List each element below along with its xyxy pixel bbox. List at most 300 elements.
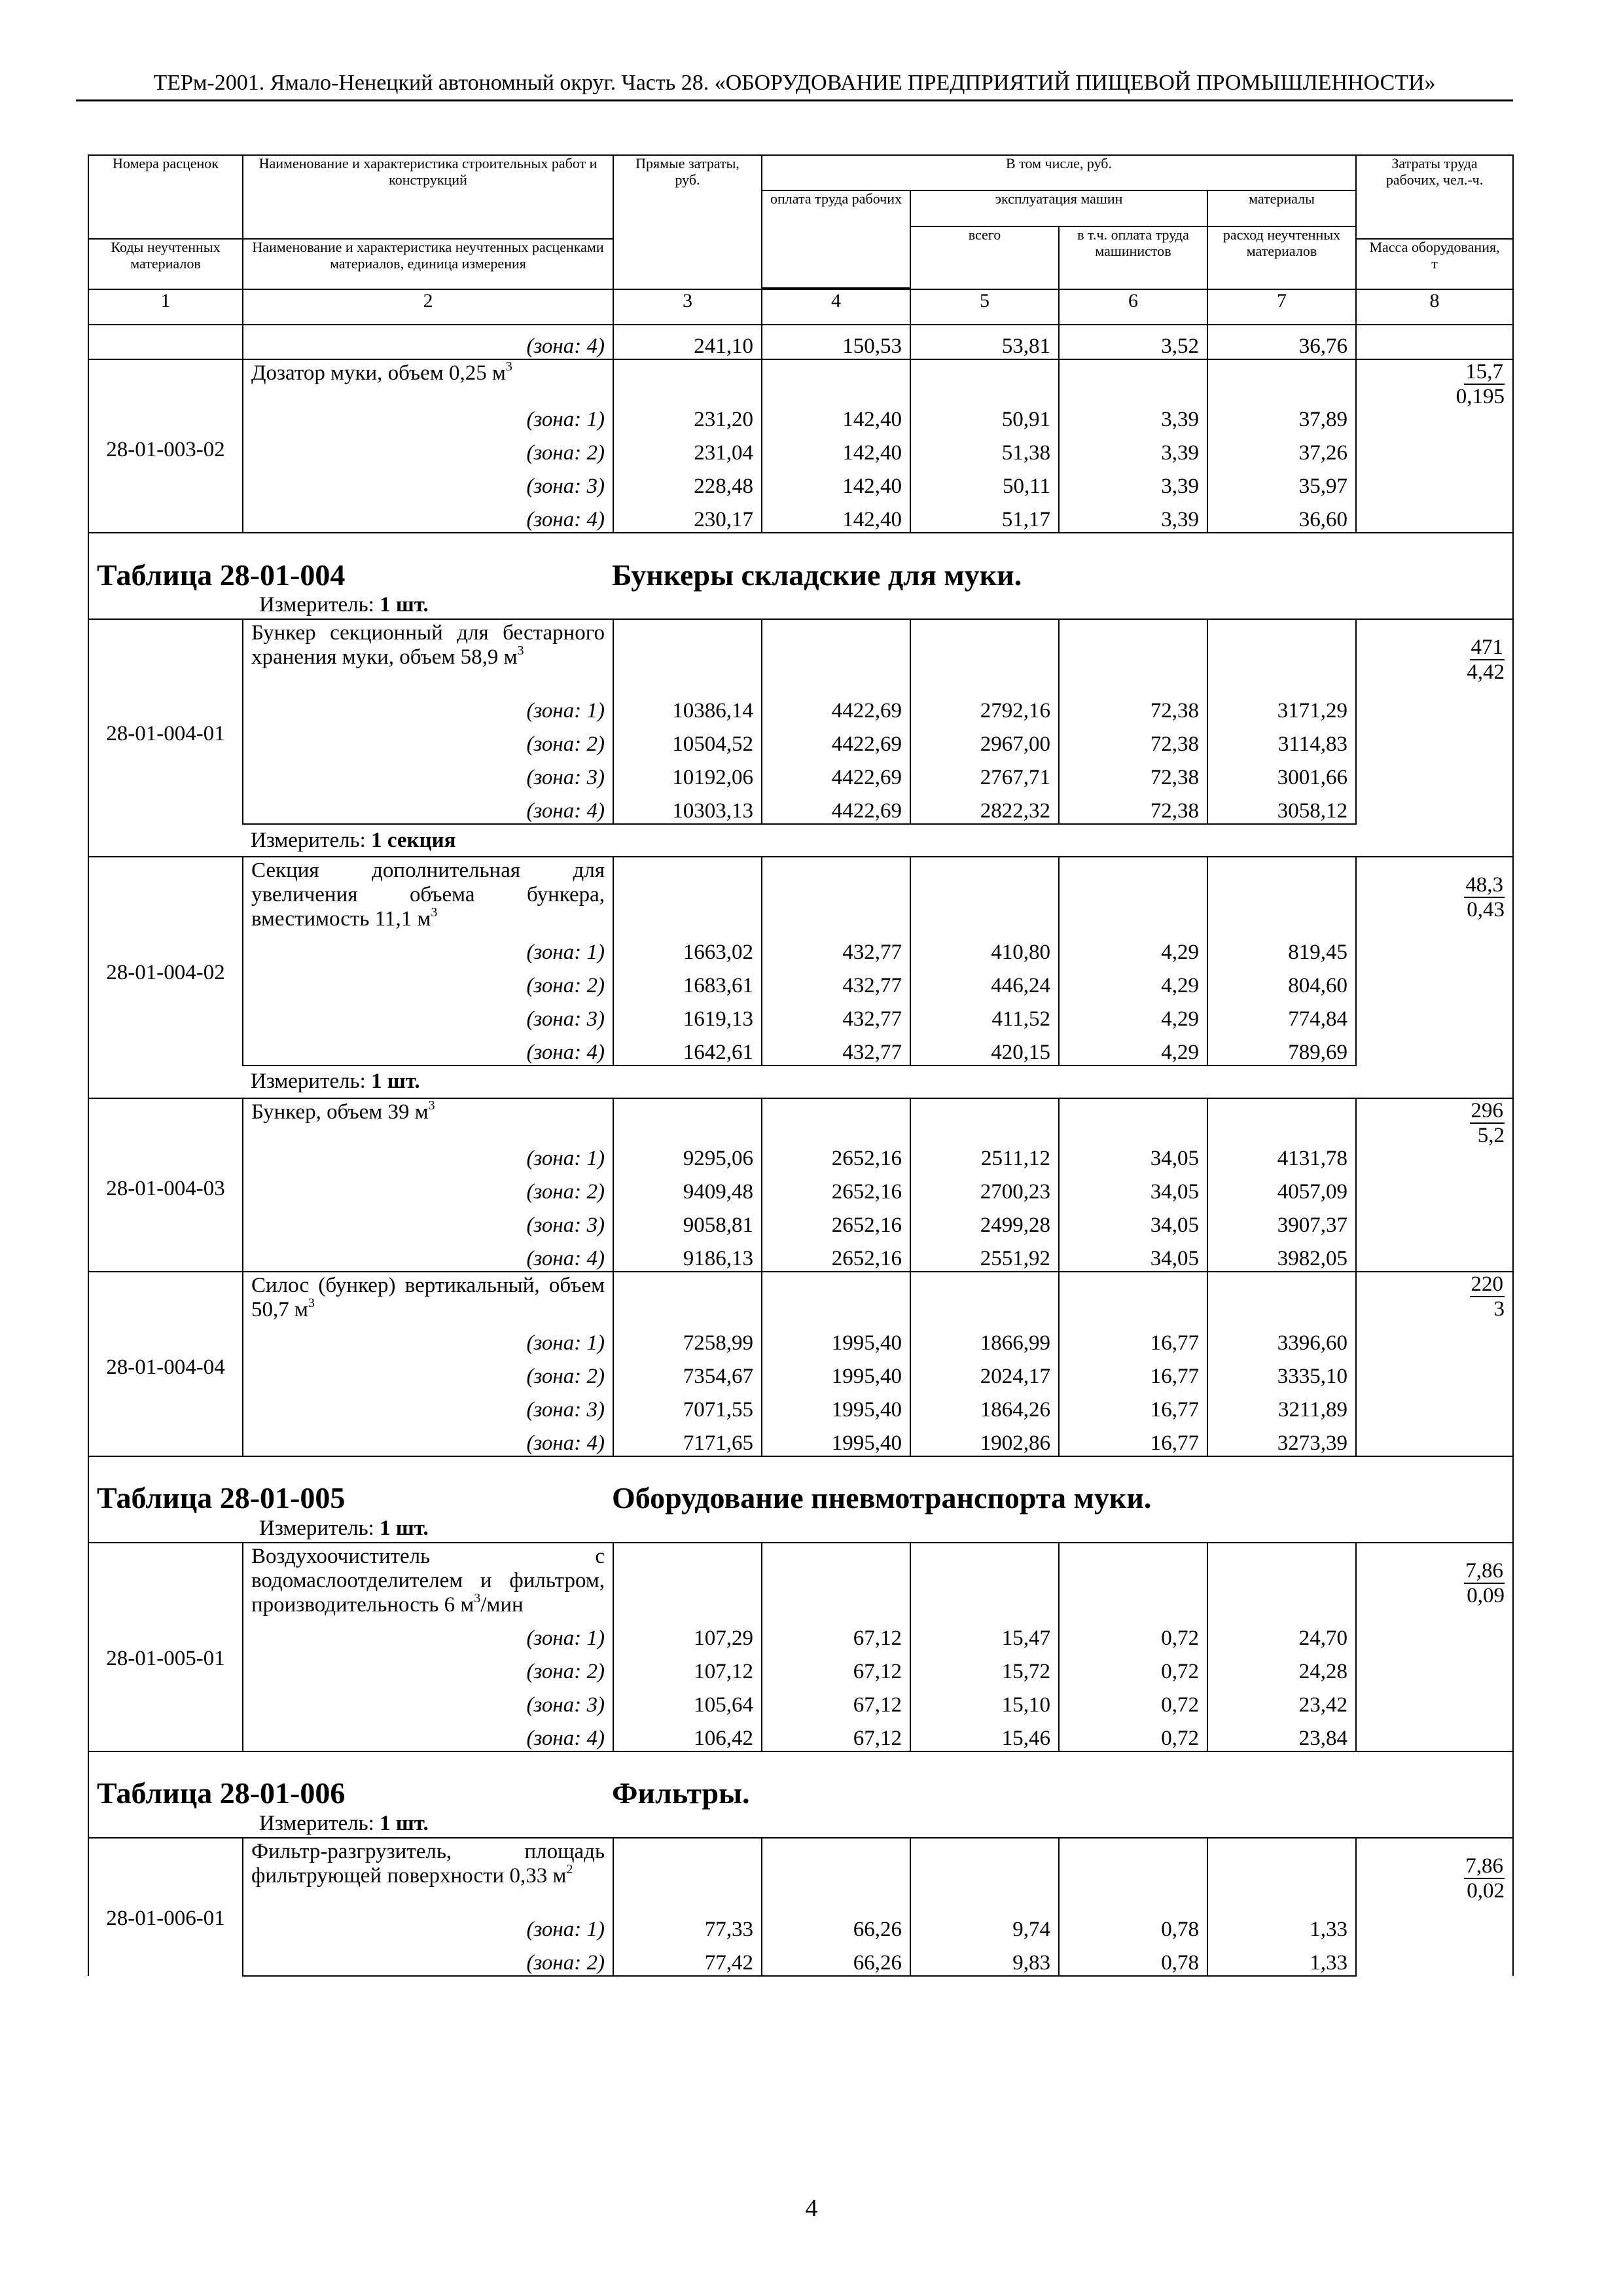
zone-label: (зона: 2) bbox=[243, 1171, 613, 1204]
labor-cost: 296 bbox=[1470, 1099, 1505, 1124]
rate-name bbox=[243, 359, 613, 399]
value-cell: 9058,81 bbox=[613, 1204, 762, 1238]
value-cell: 0,78 bbox=[1059, 1942, 1207, 1976]
empty-cell bbox=[910, 359, 1059, 399]
equipment-mass: 0,09 bbox=[1467, 1584, 1505, 1608]
rate-name-text: Воздухоочиститель с водомаслоотделителем и фильтром, производительность 6 м bbox=[251, 1544, 605, 1617]
zone-label: (зона: 3) bbox=[243, 1684, 613, 1717]
value-cell: 142,40 bbox=[762, 399, 910, 432]
rate-item bbox=[88, 1272, 1513, 1322]
value-cell: 3114,83 bbox=[1207, 723, 1356, 757]
rate-item bbox=[88, 1098, 1513, 1138]
measure-value: 1 шт. bbox=[380, 1811, 429, 1835]
value-cell: 1683,61 bbox=[613, 965, 762, 998]
labor-mass bbox=[1356, 1838, 1513, 1976]
measure-line bbox=[259, 1812, 1505, 1836]
rate-item bbox=[88, 857, 1513, 931]
value-cell: 7171,65 bbox=[613, 1422, 762, 1456]
rate-name bbox=[243, 1838, 613, 1909]
value-cell: 3,39 bbox=[1059, 432, 1207, 465]
zone-label: (зона: 2) bbox=[243, 432, 613, 465]
value-cell: 35,97 bbox=[1207, 465, 1356, 499]
zone-row bbox=[88, 1322, 1513, 1355]
rate-code: 28-01-004-01 bbox=[88, 619, 243, 824]
empty-cell bbox=[1059, 857, 1207, 931]
empty-cell bbox=[910, 1838, 1059, 1909]
measure-row bbox=[88, 1066, 1513, 1098]
rate-name-text: Секция дополнительная для увеличения объема бункера, вместимость 11,1 м bbox=[251, 859, 605, 931]
zone-label: (зона: 1) bbox=[243, 1909, 613, 1942]
value-cell: 66,26 bbox=[762, 1909, 910, 1942]
zone-label: (зона: 2) bbox=[243, 1355, 613, 1389]
value-cell: 10386,14 bbox=[613, 690, 762, 723]
value-cell: 432,77 bbox=[762, 998, 910, 1031]
labor-mass bbox=[1356, 1272, 1513, 1456]
value-cell: 51,38 bbox=[910, 432, 1059, 465]
measure-line bbox=[259, 1516, 1505, 1541]
value-cell: 4131,78 bbox=[1207, 1138, 1356, 1171]
value-cell: 3,39 bbox=[1059, 465, 1207, 499]
empty-cell bbox=[762, 1543, 910, 1617]
empty-cell bbox=[1059, 1838, 1207, 1909]
value-cell: 67,12 bbox=[762, 1651, 910, 1684]
value-cell: 819,45 bbox=[1207, 931, 1356, 965]
equipment-mass: 3 bbox=[1493, 1297, 1505, 1321]
zone-label: (зона: 4) bbox=[243, 1422, 613, 1456]
col-num-4: 4 bbox=[762, 289, 910, 325]
rate-item bbox=[88, 359, 1513, 399]
zone-row bbox=[88, 465, 1513, 499]
value-cell: 3058,12 bbox=[1207, 790, 1356, 824]
rate-name-suffix: /мин bbox=[480, 1592, 524, 1617]
zone-label: (зона: 1) bbox=[243, 399, 613, 432]
table-section-title bbox=[88, 1751, 1513, 1838]
empty-cell bbox=[613, 359, 762, 399]
value-cell: 77,42 bbox=[613, 1942, 762, 1976]
value-cell: 2792,16 bbox=[910, 690, 1059, 723]
page-header: ТЕРм-2001. Ямало-Ненецкий автономный округ. Часть 28. «ОБОРУДОВАНИЕ ПРЕДПРИЯТИЙ ПИЩЕВОЙ ПРОМЫШЛЕННОСТИ» bbox=[76, 71, 1513, 101]
value-cell: 432,77 bbox=[762, 965, 910, 998]
rate-item bbox=[88, 1543, 1513, 1617]
col2-header: Наименование и характеристика строительных работ и конструкций bbox=[243, 155, 613, 239]
equipment-mass: 5,2 bbox=[1477, 1124, 1505, 1148]
value-cell: 4,29 bbox=[1059, 998, 1207, 1031]
rate-name bbox=[243, 1543, 613, 1617]
value-cell: 804,60 bbox=[1207, 965, 1356, 998]
zone-row bbox=[88, 690, 1513, 723]
empty-cell bbox=[613, 1543, 762, 1617]
value-cell: 3,39 bbox=[1059, 499, 1207, 533]
value-cell: 1866,99 bbox=[910, 1322, 1059, 1355]
value-cell: 1995,40 bbox=[762, 1422, 910, 1456]
value-cell: 10192,06 bbox=[613, 757, 762, 790]
labor-mass bbox=[1356, 1543, 1513, 1751]
value-cell: 0,72 bbox=[1059, 1684, 1207, 1717]
value-cell: 3396,60 bbox=[1207, 1322, 1356, 1355]
value-cell: 446,24 bbox=[910, 965, 1059, 998]
rate-code: 28-01-005-01 bbox=[88, 1543, 243, 1751]
value-cell: 16,77 bbox=[1059, 1322, 1207, 1355]
value-cell: 23,84 bbox=[1207, 1717, 1356, 1751]
value-cell: 2652,16 bbox=[762, 1238, 910, 1272]
value-cell: 50,11 bbox=[910, 465, 1059, 499]
measure-label: Измеритель: bbox=[259, 1516, 374, 1540]
zone-row bbox=[88, 499, 1513, 533]
table-number: Таблица 28-01-005 bbox=[97, 1481, 346, 1515]
empty-cell bbox=[1207, 359, 1356, 399]
value-cell: 432,77 bbox=[762, 931, 910, 965]
value-cell: 4422,69 bbox=[762, 690, 910, 723]
machines-header: эксплуатация машин bbox=[910, 190, 1207, 226]
rate-code: 28-01-006-01 bbox=[88, 1838, 243, 1976]
rate-name-text: Фильтр-разгрузитель, площадь фильтрующей поверхности 0,33 м bbox=[251, 1839, 605, 1888]
zone-row bbox=[88, 757, 1513, 790]
rate-name bbox=[243, 857, 613, 931]
value-cell: 1,33 bbox=[1207, 1909, 1356, 1942]
value-cell: 1,33 bbox=[1207, 1942, 1356, 1976]
value-cell: 34,05 bbox=[1059, 1171, 1207, 1204]
value-cell: 107,29 bbox=[613, 1617, 762, 1651]
value-cell: 0,78 bbox=[1059, 1909, 1207, 1942]
value-cell: 2700,23 bbox=[910, 1171, 1059, 1204]
col-num-3: 3 bbox=[613, 289, 762, 325]
value-cell: 53,81 bbox=[910, 325, 1059, 359]
empty-cell bbox=[910, 619, 1059, 690]
zone-label: (зона: 3) bbox=[243, 1204, 613, 1238]
value-cell: 4,29 bbox=[1059, 931, 1207, 965]
empty-cell bbox=[762, 1272, 910, 1322]
value-cell: 231,20 bbox=[613, 399, 762, 432]
value-cell: 37,26 bbox=[1207, 432, 1356, 465]
value-cell: 16,77 bbox=[1059, 1355, 1207, 1389]
value-cell: 67,12 bbox=[762, 1617, 910, 1651]
rate-name bbox=[243, 619, 613, 690]
zone-row bbox=[88, 1684, 1513, 1717]
value-cell: 1995,40 bbox=[762, 1355, 910, 1389]
value-cell: 2499,28 bbox=[910, 1204, 1059, 1238]
zone-row bbox=[88, 965, 1513, 998]
zone-row bbox=[88, 1204, 1513, 1238]
labor-mass bbox=[1356, 857, 1513, 1066]
value-cell: 106,42 bbox=[613, 1717, 762, 1751]
zone-label: (зона: 2) bbox=[243, 1942, 613, 1976]
zone-row bbox=[88, 432, 1513, 465]
rate-name-text: Дозатор муки, объем 0,25 м bbox=[251, 361, 506, 385]
zone-row bbox=[88, 1422, 1513, 1456]
incl-header: В том числе, руб. bbox=[762, 155, 1356, 190]
empty-cell bbox=[762, 619, 910, 690]
value-cell: 36,60 bbox=[1207, 499, 1356, 533]
table-subtitle: Фильтры. bbox=[612, 1776, 750, 1810]
value-cell: 77,33 bbox=[613, 1909, 762, 1942]
zone-label: (зона: 1) bbox=[243, 1138, 613, 1171]
value-cell: 0,72 bbox=[1059, 1651, 1207, 1684]
col-num-1: 1 bbox=[88, 289, 243, 325]
zone-row bbox=[88, 790, 1513, 824]
col-num-5: 5 bbox=[910, 289, 1059, 325]
table-header bbox=[88, 155, 1513, 325]
value-cell: 241,10 bbox=[613, 325, 762, 359]
value-cell: 66,26 bbox=[762, 1942, 910, 1976]
value-cell: 1995,40 bbox=[762, 1322, 910, 1355]
zone-row bbox=[88, 1355, 1513, 1389]
rate-name bbox=[243, 1098, 613, 1138]
zone-row bbox=[88, 1717, 1513, 1751]
empty-cell bbox=[910, 1098, 1059, 1138]
zone-label: (зона: 3) bbox=[243, 1389, 613, 1422]
value-cell: 2652,16 bbox=[762, 1138, 910, 1171]
empty-cell bbox=[613, 1098, 762, 1138]
zone-row bbox=[88, 1171, 1513, 1204]
zone-label: (зона: 4) bbox=[243, 1238, 613, 1272]
value-cell: 3273,39 bbox=[1207, 1422, 1356, 1456]
value-cell: 420,15 bbox=[910, 1031, 1059, 1066]
labor-mass bbox=[1356, 359, 1513, 533]
empty-cell bbox=[1207, 619, 1356, 690]
measure-value: 1 шт. bbox=[380, 1516, 429, 1540]
zone-row bbox=[88, 1138, 1513, 1171]
zone-label: (зона: 4) bbox=[243, 1717, 613, 1751]
equipment-mass: 0,02 bbox=[1467, 1878, 1505, 1903]
value-cell: 15,72 bbox=[910, 1651, 1059, 1684]
value-cell: 67,12 bbox=[762, 1684, 910, 1717]
measure-label: Измеритель: bbox=[251, 1069, 366, 1094]
zone-row bbox=[88, 723, 1513, 757]
rate-item bbox=[88, 619, 1513, 690]
table-number: Таблица 28-01-004 bbox=[97, 558, 346, 592]
zone-label: (зона: 3) bbox=[243, 998, 613, 1031]
empty-cell bbox=[1207, 1098, 1356, 1138]
col5-6-group bbox=[910, 226, 1207, 289]
zone-label: (зона: 1) bbox=[243, 931, 613, 965]
value-cell: 34,05 bbox=[1059, 1138, 1207, 1171]
labor-mass bbox=[1356, 619, 1513, 824]
zone-row bbox=[88, 1389, 1513, 1422]
col8b-header: Масса оборудования, т bbox=[1356, 239, 1513, 289]
value-cell: 4422,69 bbox=[762, 723, 910, 757]
empty-cell bbox=[1207, 857, 1356, 931]
value-cell: 4422,69 bbox=[762, 790, 910, 824]
empty-cell bbox=[613, 1838, 762, 1909]
empty-cell bbox=[1059, 359, 1207, 399]
value-cell: 410,80 bbox=[910, 931, 1059, 965]
value-cell: 72,38 bbox=[1059, 723, 1207, 757]
value-cell: 10504,52 bbox=[613, 723, 762, 757]
unit-exponent: 3 bbox=[517, 643, 524, 658]
table-number: Таблица 28-01-006 bbox=[97, 1776, 346, 1810]
labor-cost: 7,86 bbox=[1464, 1559, 1505, 1584]
value-cell: 230,17 bbox=[613, 499, 762, 533]
zone-label: (зона: 1) bbox=[243, 1617, 613, 1651]
measure-value: 1 секция bbox=[371, 828, 456, 852]
value-cell: 36,76 bbox=[1207, 325, 1356, 359]
value-cell: 67,12 bbox=[762, 1717, 910, 1751]
empty-cell bbox=[1059, 619, 1207, 690]
value-cell: 774,84 bbox=[1207, 998, 1356, 1031]
value-cell: 10303,13 bbox=[613, 790, 762, 824]
measure-label: Измеритель: bbox=[251, 828, 366, 852]
materials-header: материалы bbox=[1207, 190, 1356, 226]
table-subtitle: Оборудование пневмотранспорта муки. bbox=[612, 1481, 1152, 1515]
col-num-7: 7 bbox=[1207, 289, 1356, 325]
zone-label: (зона: 1) bbox=[243, 1322, 613, 1355]
value-cell: 3,39 bbox=[1059, 399, 1207, 432]
value-cell: 51,17 bbox=[910, 499, 1059, 533]
value-cell: 142,40 bbox=[762, 465, 910, 499]
unit-exponent: 3 bbox=[308, 1295, 315, 1310]
measure-line bbox=[259, 593, 1505, 617]
col-num-2: 2 bbox=[243, 289, 613, 325]
zone-label: (зона: 2) bbox=[243, 723, 613, 757]
zone-label: (зона: 4) bbox=[243, 499, 613, 533]
value-cell: 150,53 bbox=[762, 325, 910, 359]
value-cell: 3982,05 bbox=[1207, 1238, 1356, 1272]
measure-label: Измеритель: bbox=[259, 1811, 374, 1835]
zone-row bbox=[88, 1617, 1513, 1651]
labor-cost: 471 bbox=[1470, 636, 1505, 660]
measure-row bbox=[88, 824, 1513, 857]
rate-name-text: Силос (бункер) вертикальный, объем 50,7 м bbox=[251, 1273, 605, 1321]
empty-cell bbox=[762, 359, 910, 399]
value-cell: 228,48 bbox=[613, 465, 762, 499]
col-num-6: 6 bbox=[1059, 289, 1207, 325]
value-cell: 1864,26 bbox=[910, 1389, 1059, 1422]
value-cell: 16,77 bbox=[1059, 1389, 1207, 1422]
value-cell: 1642,61 bbox=[613, 1031, 762, 1066]
table-subtitle: Бункеры складские для муки. bbox=[612, 558, 1022, 592]
empty-cell bbox=[1059, 1543, 1207, 1617]
zone-label: (зона: 2) bbox=[243, 965, 613, 998]
empty-cell bbox=[1207, 1838, 1356, 1909]
value-cell: 72,38 bbox=[1059, 757, 1207, 790]
value-cell: 4,29 bbox=[1059, 1031, 1207, 1066]
value-cell: 15,46 bbox=[910, 1717, 1059, 1751]
value-cell: 1902,86 bbox=[910, 1422, 1059, 1456]
empty-cell bbox=[762, 1098, 910, 1138]
empty-cell bbox=[1059, 1272, 1207, 1322]
rates-table bbox=[88, 154, 1514, 1977]
zone-label: (зона: 4) bbox=[243, 1031, 613, 1066]
zone-label: (зона: 4) bbox=[243, 325, 613, 359]
value-cell: 2551,92 bbox=[910, 1238, 1059, 1272]
value-cell: 7258,99 bbox=[613, 1322, 762, 1355]
col3-header: Прямые затраты, руб. bbox=[613, 155, 762, 289]
zone-label: (зона: 3) bbox=[243, 465, 613, 499]
value-cell: 24,28 bbox=[1207, 1651, 1356, 1684]
table-body bbox=[88, 325, 1513, 1976]
measure-value: 1 шт. bbox=[380, 593, 429, 617]
value-cell: 107,12 bbox=[613, 1651, 762, 1684]
empty-cell bbox=[1059, 1098, 1207, 1138]
value-cell: 432,77 bbox=[762, 1031, 910, 1066]
col8a-header: Затраты труда рабочих, чел.-ч. bbox=[1356, 155, 1513, 239]
col2b-header: Наименование и характеристика неучтенных расценками материалов, единица измерения bbox=[243, 239, 613, 289]
measure-value: 1 шт. bbox=[371, 1069, 420, 1094]
rate-item bbox=[88, 1838, 1513, 1909]
value-cell: 4422,69 bbox=[762, 757, 910, 790]
empty-cell bbox=[613, 1272, 762, 1322]
value-cell: 24,70 bbox=[1207, 1617, 1356, 1651]
value-cell: 37,89 bbox=[1207, 399, 1356, 432]
empty-cell bbox=[762, 857, 910, 931]
zone-row bbox=[88, 1031, 1513, 1066]
value-cell: 72,38 bbox=[1059, 690, 1207, 723]
value-cell: 9,83 bbox=[910, 1942, 1059, 1976]
value-cell: 2652,16 bbox=[762, 1171, 910, 1204]
value-cell: 789,69 bbox=[1207, 1031, 1356, 1066]
value-cell: 15,47 bbox=[910, 1617, 1059, 1651]
value-cell: 142,40 bbox=[762, 432, 910, 465]
labor-cost: 220 bbox=[1470, 1272, 1505, 1297]
value-cell: 1619,13 bbox=[613, 998, 762, 1031]
zone-row bbox=[88, 1942, 1513, 1976]
measure-label: Измеритель: bbox=[259, 593, 374, 617]
value-cell: 3,52 bbox=[1059, 325, 1207, 359]
zone-label: (зона: 4) bbox=[243, 790, 613, 824]
value-cell: 15,10 bbox=[910, 1684, 1059, 1717]
value-cell: 50,91 bbox=[910, 399, 1059, 432]
value-cell: 9,74 bbox=[910, 1909, 1059, 1942]
value-cell: 3907,37 bbox=[1207, 1204, 1356, 1238]
zone-row bbox=[88, 1238, 1513, 1272]
value-cell: 23,42 bbox=[1207, 1684, 1356, 1717]
value-cell: 34,05 bbox=[1059, 1204, 1207, 1238]
table-section-title bbox=[88, 533, 1513, 619]
value-cell: 1663,02 bbox=[613, 931, 762, 965]
empty-cell bbox=[910, 1543, 1059, 1617]
labor-cost: 48,3 bbox=[1464, 873, 1505, 898]
rate-name-text: Бункер, объем 39 м bbox=[251, 1100, 429, 1124]
value-cell: 142,40 bbox=[762, 499, 910, 533]
zone-row bbox=[88, 931, 1513, 965]
value-cell: 72,38 bbox=[1059, 790, 1207, 824]
rate-code: 28-01-004-02 bbox=[88, 857, 243, 1066]
unit-exponent: 3 bbox=[431, 905, 438, 920]
col7-header: расход неучтенных материалов bbox=[1207, 226, 1356, 289]
empty-cell bbox=[613, 619, 762, 690]
value-cell: 2967,00 bbox=[910, 723, 1059, 757]
col4-header: оплата труда рабочих bbox=[762, 190, 910, 288]
value-cell: 2652,16 bbox=[762, 1204, 910, 1238]
value-cell: 2511,12 bbox=[910, 1138, 1059, 1171]
unit-exponent: 3 bbox=[505, 359, 512, 374]
labor-cost: 15,7 bbox=[1464, 360, 1505, 385]
value-cell: 0,72 bbox=[1059, 1617, 1207, 1651]
value-cell: 3335,10 bbox=[1207, 1355, 1356, 1389]
equipment-mass: 0,195 bbox=[1455, 385, 1505, 409]
col5-header: всего bbox=[911, 227, 1059, 289]
unit-exponent: 2 bbox=[566, 1861, 573, 1876]
value-cell: 4057,09 bbox=[1207, 1171, 1356, 1204]
value-cell: 2024,17 bbox=[910, 1355, 1059, 1389]
empty-cell bbox=[762, 1838, 910, 1909]
equipment-mass: 0,43 bbox=[1467, 898, 1505, 922]
value-cell: 3001,66 bbox=[1207, 757, 1356, 790]
rate-code: 28-01-004-03 bbox=[88, 1098, 243, 1272]
value-cell: 34,05 bbox=[1059, 1238, 1207, 1272]
value-cell: 411,52 bbox=[910, 998, 1059, 1031]
zone-label: (зона: 3) bbox=[243, 757, 613, 790]
value-cell: 9186,13 bbox=[613, 1238, 762, 1272]
col1-header: Номера расценок bbox=[88, 155, 243, 239]
labor-cost: 7,86 bbox=[1464, 1854, 1505, 1879]
empty-cell bbox=[910, 1272, 1059, 1322]
value-cell: 0,72 bbox=[1059, 1717, 1207, 1751]
empty-cell bbox=[1207, 1543, 1356, 1617]
empty-cell bbox=[613, 857, 762, 931]
value-cell: 7354,67 bbox=[613, 1355, 762, 1389]
rate-code: 28-01-003-02 bbox=[88, 359, 243, 533]
